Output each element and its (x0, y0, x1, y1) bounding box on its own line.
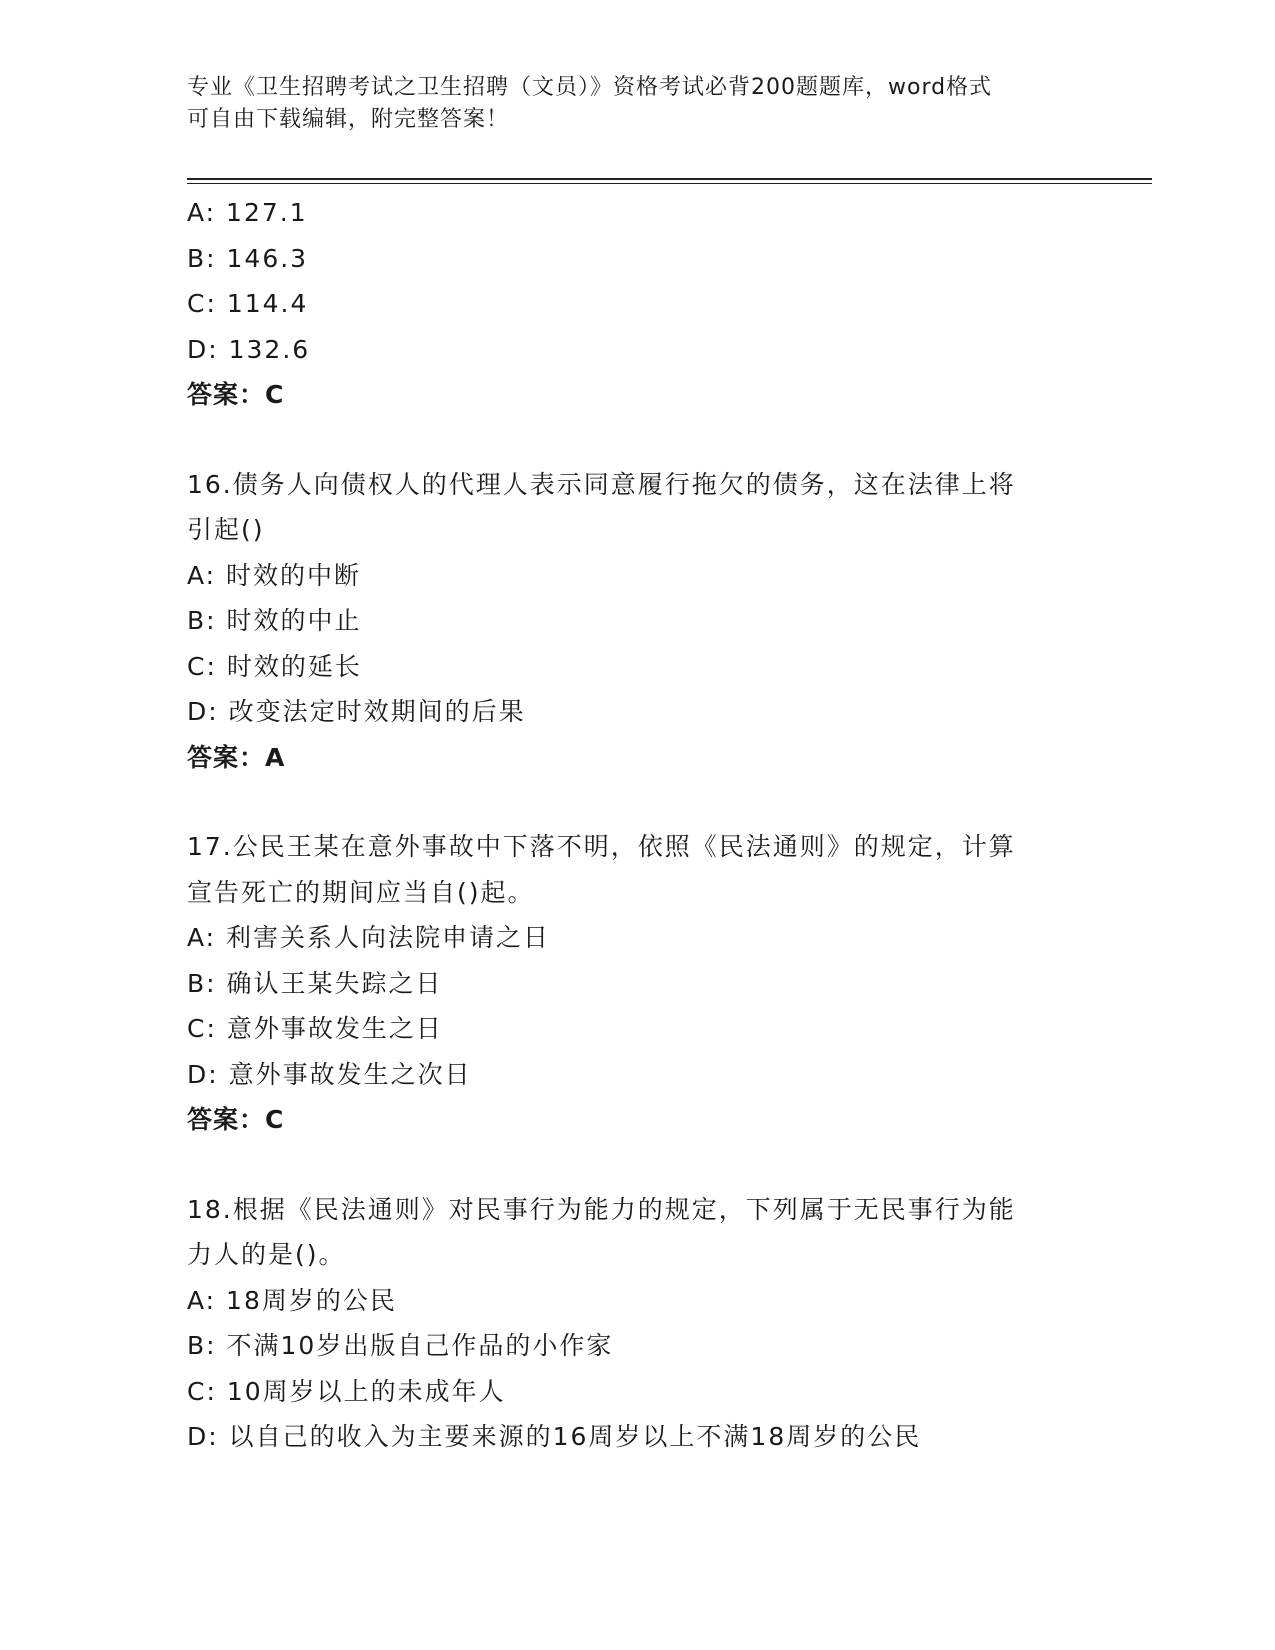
question-block-18 (187, 1187, 1087, 1460)
header-line-1: 专业《卫生招聘考试之卫生招聘（文员）》资格考试必背200题题库，word格式 (187, 75, 993, 100)
question-text-line-2: 引起() (187, 515, 265, 544)
question-block-17 (187, 824, 1087, 1143)
header-divider-thick (187, 178, 1152, 180)
option-d: D: 132.6 (187, 334, 311, 364)
question-text-line-1: 16.债务人向债权人的代理人表示同意履行拖欠的债务，这在法律上将 (187, 469, 1016, 499)
answer-line: 答案：C (187, 380, 285, 409)
option-a: A: 18周岁的公民 (187, 1285, 397, 1315)
question-text-line-1: 18.根据《民法通则》对民事行为能力的规定，下列属于无民事行为能 (187, 1194, 1016, 1224)
option-b: B: 时效的中止 (187, 606, 362, 635)
option-c: C: 114.4 (187, 289, 309, 318)
question-block-15 (187, 190, 1087, 418)
question-block-16 (187, 462, 1087, 781)
header-divider-thin (187, 183, 1152, 184)
option-b: B: 不满10岁出版自己作品的小作家 (187, 1331, 614, 1360)
option-a: A: 127.1 (187, 198, 308, 227)
document-header (187, 72, 1067, 136)
option-d: D: 以自己的收入为主要来源的16周岁以上不满18周岁的公民 (187, 1422, 922, 1451)
answer-line: 答案：A (187, 742, 286, 772)
question-text-line-1: 17.公民王某在意外事故中下落不明，依照《民法通则》的规定，计算 (187, 832, 1016, 861)
option-b: B: 确认王某失踪之日 (187, 968, 443, 998)
option-c: C: 10周岁以上的未成年人 (187, 1376, 506, 1406)
question-content (187, 190, 1087, 1460)
question-text-line-2: 力人的是()。 (187, 1240, 346, 1269)
question-text-line-2: 宣告死亡的期间应当自()起。 (187, 877, 535, 907)
spacer (187, 1143, 1087, 1187)
option-d: D: 改变法定时效期间的后果 (187, 697, 526, 726)
option-a: A: 利害关系人向法院申请之日 (187, 923, 551, 952)
header-line-2: 可自由下载编辑，附完整答案！ (187, 107, 510, 132)
spacer (187, 780, 1087, 824)
option-b: B: 146.3 (187, 243, 309, 273)
option-d: D: 意外事故发生之次日 (187, 1059, 472, 1089)
option-c: C: 时效的延长 (187, 651, 362, 681)
option-a: A: 时效的中断 (187, 560, 362, 590)
option-c: C: 意外事故发生之日 (187, 1014, 443, 1043)
spacer (187, 418, 1087, 462)
answer-line: 答案：C (187, 1105, 285, 1134)
